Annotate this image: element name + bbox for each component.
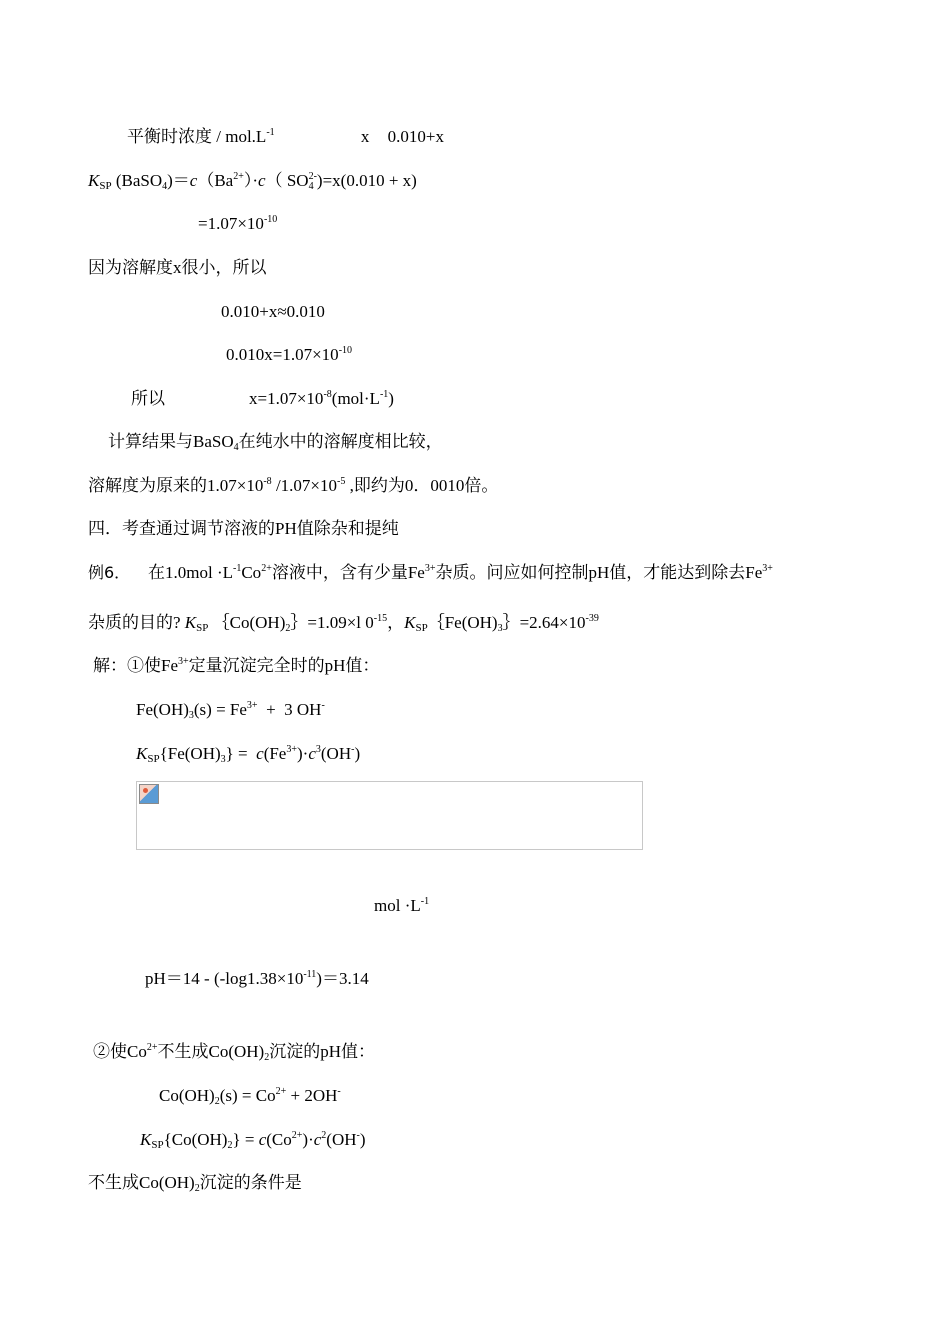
subscript: 2 bbox=[194, 1183, 200, 1194]
text: 杂质。问应如何控制pH值，才能达到除去Fe bbox=[435, 563, 763, 582]
text: 不生成Co(OH) bbox=[88, 1173, 195, 1192]
text: )＝ bbox=[167, 171, 190, 190]
subscript: 2 bbox=[214, 1096, 220, 1107]
equation-line bbox=[226, 344, 352, 366]
superscript: 3+ bbox=[424, 563, 436, 574]
ksp-co-oh2-expression bbox=[140, 1129, 366, 1156]
subscript: 4 bbox=[308, 181, 314, 192]
superscript: -5 bbox=[337, 476, 346, 487]
text: )＝3.14 bbox=[316, 969, 369, 988]
text: } = bbox=[232, 1130, 259, 1149]
ksp-fe-oh3-expression bbox=[136, 743, 360, 770]
text: ) bbox=[359, 1130, 366, 1149]
superscript: -1 bbox=[379, 389, 389, 400]
text: (mol·L bbox=[331, 389, 380, 408]
text: )=x(0.010 + x) bbox=[316, 171, 417, 190]
text: ) bbox=[354, 744, 361, 763]
superscript: -15 bbox=[373, 613, 388, 624]
ksp-subscript: SP bbox=[147, 753, 160, 765]
text: pH＝14 - (-log1.38×10 bbox=[145, 969, 304, 988]
text: c bbox=[313, 1130, 322, 1149]
subscript: 3 bbox=[188, 710, 194, 721]
superscript: -10 bbox=[263, 214, 278, 225]
text: mol ·L bbox=[374, 896, 421, 915]
text: ）· bbox=[243, 171, 259, 190]
superscript: 2+ bbox=[291, 1130, 303, 1141]
ksp-baso4-expression bbox=[88, 170, 417, 197]
text: ｛Co(OH) bbox=[208, 613, 286, 632]
text: 计算结果与BaSO bbox=[108, 432, 234, 451]
text: 所以 bbox=[131, 389, 165, 408]
superscript: 2 bbox=[321, 1130, 327, 1141]
superscript: -8 bbox=[323, 389, 332, 400]
text: {Co(OH) bbox=[163, 1130, 228, 1149]
subscript: 2 bbox=[264, 1052, 270, 1063]
solution-step-2 bbox=[93, 1041, 375, 1063]
text: 沉淀的pH值： bbox=[269, 1042, 375, 1061]
ksp-value-line bbox=[198, 213, 277, 235]
example-6-question-text bbox=[148, 562, 773, 584]
superscript: 2+ bbox=[233, 171, 244, 182]
text: （ SO bbox=[265, 171, 309, 190]
text: (Fe bbox=[263, 744, 287, 763]
ksp-subscript: SP bbox=[196, 622, 209, 634]
paragraph-text bbox=[108, 431, 443, 453]
superscript: -1 bbox=[420, 896, 430, 907]
superscript: 2- bbox=[308, 171, 317, 182]
text: 四．考查通过调节溶液的PH值除杂和提纯 bbox=[88, 519, 399, 538]
ksp-symbol: K bbox=[184, 613, 197, 632]
approximation-line bbox=[221, 301, 325, 323]
subscript: 3 bbox=[220, 754, 226, 765]
ksp-symbol: K bbox=[404, 613, 416, 632]
text: x bbox=[360, 127, 370, 146]
text: 平衡时浓度 / mol.L bbox=[127, 127, 267, 146]
text: (s) = Co bbox=[219, 1086, 276, 1105]
superscript: -1 bbox=[233, 563, 242, 574]
superscript: 2+ bbox=[146, 1042, 158, 1053]
text: =1.07×10 bbox=[198, 214, 264, 233]
text: Fe(OH) bbox=[136, 700, 189, 719]
paragraph-text bbox=[88, 257, 267, 279]
text: + 2OH bbox=[286, 1086, 338, 1105]
superscript: - bbox=[351, 744, 355, 755]
result-line bbox=[131, 388, 394, 410]
ksp-subscript: SP bbox=[415, 622, 428, 634]
text: {Fe(OH) bbox=[159, 744, 221, 763]
ksp-subscript: SP bbox=[99, 180, 112, 192]
superscript: - bbox=[356, 1130, 360, 1141]
formula-image-placeholder bbox=[136, 781, 643, 850]
paragraph-text bbox=[88, 475, 498, 497]
ksp-subscript: SP bbox=[151, 1139, 164, 1151]
superscript: 3+ bbox=[178, 656, 189, 667]
subscript: 2 bbox=[227, 1140, 233, 1151]
text: ②使Co bbox=[93, 1042, 147, 1061]
example-label: 例6． bbox=[88, 563, 131, 582]
text: （Ba bbox=[197, 171, 234, 190]
text: 溶解度为原来的1.07×10 bbox=[88, 476, 264, 495]
superscript: -8 bbox=[263, 476, 272, 487]
ksp-given-values bbox=[88, 612, 599, 639]
superscript: 3 bbox=[315, 744, 321, 755]
text: 解：①使Fe bbox=[93, 656, 178, 675]
unit-line bbox=[374, 895, 429, 917]
fe-oh3-equilibrium bbox=[136, 699, 325, 721]
ksp-symbol: K bbox=[88, 171, 100, 190]
text: ， bbox=[387, 613, 405, 632]
text: (Co bbox=[266, 1130, 292, 1149]
text: 沉淀的条件是 bbox=[199, 1173, 302, 1192]
text: 0.010+x bbox=[387, 127, 444, 146]
ksp-symbol: K bbox=[140, 1130, 152, 1149]
text: 因为溶解度x很小，所以 bbox=[88, 258, 267, 277]
text: 在1.0mol ·L bbox=[148, 563, 233, 582]
ph-calculation bbox=[145, 968, 369, 990]
text: )· bbox=[302, 1130, 314, 1149]
subscript: 4 bbox=[233, 442, 239, 453]
subscript: 4 bbox=[162, 181, 168, 192]
text: 0.010x=1.07×10 bbox=[226, 345, 339, 364]
superscript: 3+ bbox=[246, 700, 258, 711]
text: 杂质的目的? bbox=[88, 613, 185, 632]
text: /1.07×10 bbox=[271, 476, 337, 495]
text: 在纯水中的溶解度相比较， bbox=[238, 432, 443, 451]
superscript: 3+ bbox=[286, 744, 297, 755]
text: c bbox=[258, 1130, 267, 1149]
ksp-symbol: K bbox=[136, 744, 148, 763]
broken-image-icon bbox=[139, 784, 159, 804]
paragraph-text bbox=[88, 1172, 302, 1194]
superscript: 2+ bbox=[275, 1086, 287, 1097]
text: + 3 OH bbox=[257, 700, 322, 719]
text: (s) = Fe bbox=[193, 700, 247, 719]
superscript: 2+ bbox=[261, 563, 272, 574]
text: ｝=2.64×10 bbox=[502, 613, 586, 632]
section-heading bbox=[88, 518, 399, 540]
superscript: 3+ bbox=[762, 563, 773, 574]
superscript: - bbox=[337, 1086, 341, 1097]
text: 不生成Co(OH) bbox=[157, 1042, 265, 1061]
text: ｛Fe(OH) bbox=[427, 613, 498, 632]
text: )· bbox=[297, 744, 309, 763]
text: } = bbox=[225, 744, 257, 763]
text: (OH bbox=[326, 1130, 357, 1149]
superscript: - bbox=[321, 700, 325, 711]
text: ,即约为0．0010倍。 bbox=[345, 476, 499, 495]
text: ) bbox=[388, 389, 394, 408]
example-6-question bbox=[88, 562, 130, 584]
equilibrium-concentration-line bbox=[127, 126, 444, 148]
superscript: -1 bbox=[266, 127, 275, 138]
text: Co(OH) bbox=[159, 1086, 215, 1105]
text: (BaSO bbox=[111, 171, 163, 190]
text: c bbox=[258, 171, 266, 190]
subscript: 3 bbox=[497, 623, 503, 634]
superscript: -11 bbox=[303, 969, 317, 980]
text: c bbox=[308, 744, 316, 763]
text: 0.010+x≈0.010 bbox=[221, 302, 325, 321]
text: ｝=1.09×l 0 bbox=[290, 613, 374, 632]
text: c bbox=[189, 171, 198, 190]
text: x=1.07×10 bbox=[249, 389, 324, 408]
text: c bbox=[256, 744, 264, 763]
text: 定量沉淀完全时的pH值： bbox=[188, 656, 380, 675]
text: (OH bbox=[320, 744, 352, 763]
subscript: 2 bbox=[285, 623, 291, 634]
text: Co bbox=[241, 563, 262, 582]
superscript: -10 bbox=[338, 345, 353, 356]
text: 溶液中，含有少量Fe bbox=[271, 563, 425, 582]
co-oh2-equilibrium bbox=[159, 1085, 341, 1107]
superscript: -39 bbox=[585, 613, 599, 624]
solution-step-1 bbox=[93, 655, 379, 677]
